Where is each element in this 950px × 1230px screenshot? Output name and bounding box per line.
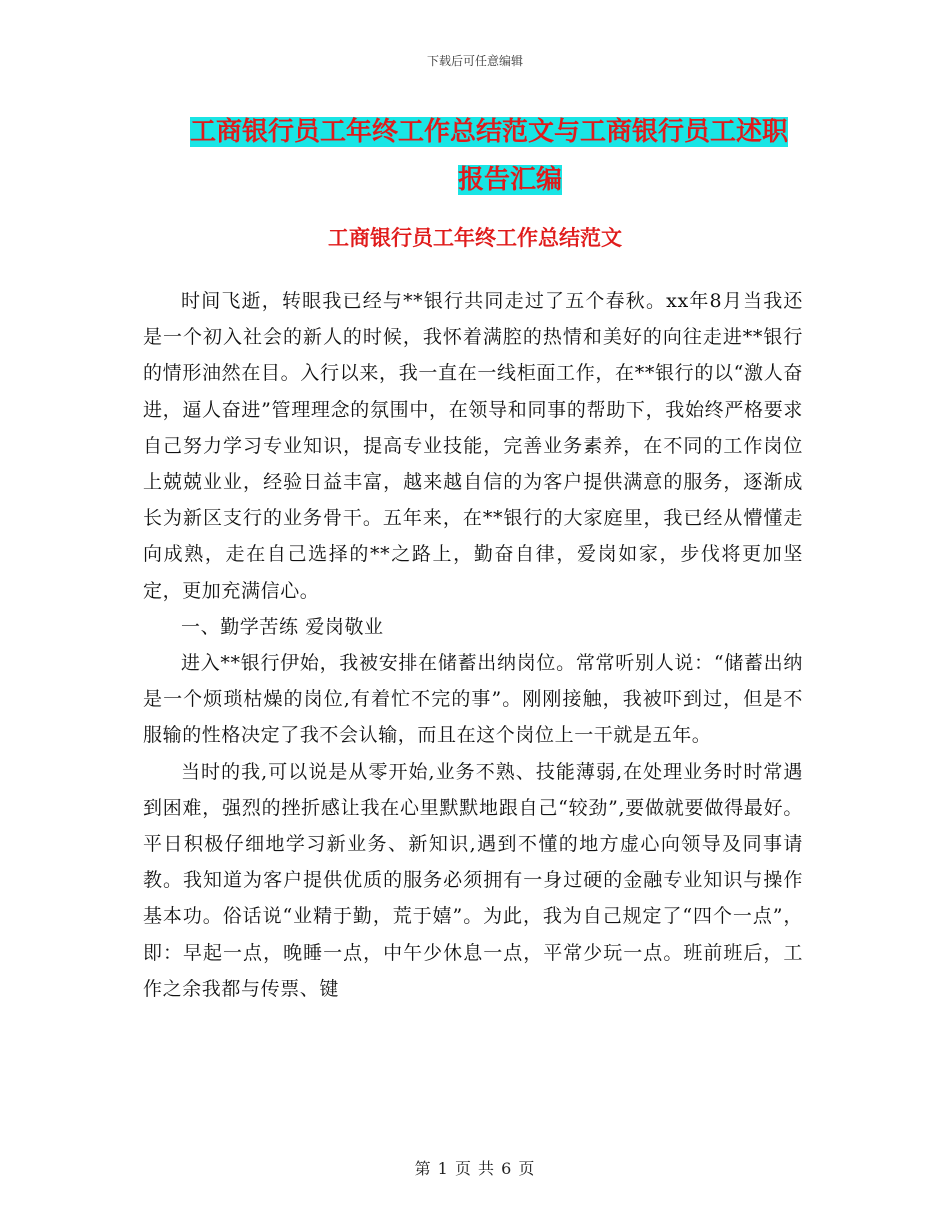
paragraph-2: 进入**银行伊始，我被安排在储蓄出纳岗位。常常听别人说：“储蓄出纳是一个烦琐枯燥的岗位,有着忙不完的事”。刚刚接触，我被吓到过，但是不服输的性格决定了我不会认输，而且在这个岗位上一干就是五年。 <box>143 652 803 747</box>
header-note: 下载后可任意编辑 <box>426 54 523 68</box>
document-title <box>190 108 810 204</box>
section-title: 工商银行员工年终工作总结范文 <box>328 226 622 250</box>
body-text <box>143 283 803 1007</box>
title-line-1-text: 工商银行员工年终工作总结范文与工商银行员工述职 <box>190 117 789 147</box>
subheading-1: 一、勤学苦练 爱岗敬业 <box>181 615 384 638</box>
title-line-2 <box>190 156 810 204</box>
title-line-2-text: 报告汇编 <box>457 165 562 195</box>
paragraph-1: 时间飞逝，转眼我已经与**银行共同走过了五个春秋。xx年8月当我还是一个初入社会的新人的时候，我怀着满腔的热情和美好的向往走进**银行的情形油然在目。入行以来，我一直在一线柜面工作，在**银行的以“激人奋进，逼人奋进”管理理念的氛围中，在领导和同事的帮助下，我始终严格要求自己努力学习专业知识，提高专业技能，完善业务素养，在不同的工作岗位上兢兢业业，经验日益丰富，越来越自信的为客户提供满意的服务，逐渐成长为新区支行的业务骨干。五年来，在**银行的大家庭里，我已经从懵懂走向成熟，走在自己选择的**之路上，勤奋自律，爱岗如家，步伐将更加坚定，更加充满信心。 <box>143 290 803 602</box>
paragraph-3: 当时的我,可以说是从零开始,业务不熟、技能薄弱,在处理业务时时常遇到困难，强烈的挫折感让我在心里默默地跟自己“较劲”,要做就要做得最好。平日积极仔细地学习新业务、新知识,遇到不懂的地方虚心向领导及同事请教。我知道为客户提供优质的服务必须拥有一身过硬的金融专业知识与操作基本功。俗话说“业精于勤，荒于嬉”。为此，我为自己规定了“四个一点”，即：早起一点，晚睡一点，中午少休息一点，平常少玩一点。班前班后，工作之余我都与传票、键 <box>143 760 803 1000</box>
page-number-footer: 第 1 页 共 6 页 <box>414 1159 536 1178</box>
title-line-1 <box>190 108 810 156</box>
